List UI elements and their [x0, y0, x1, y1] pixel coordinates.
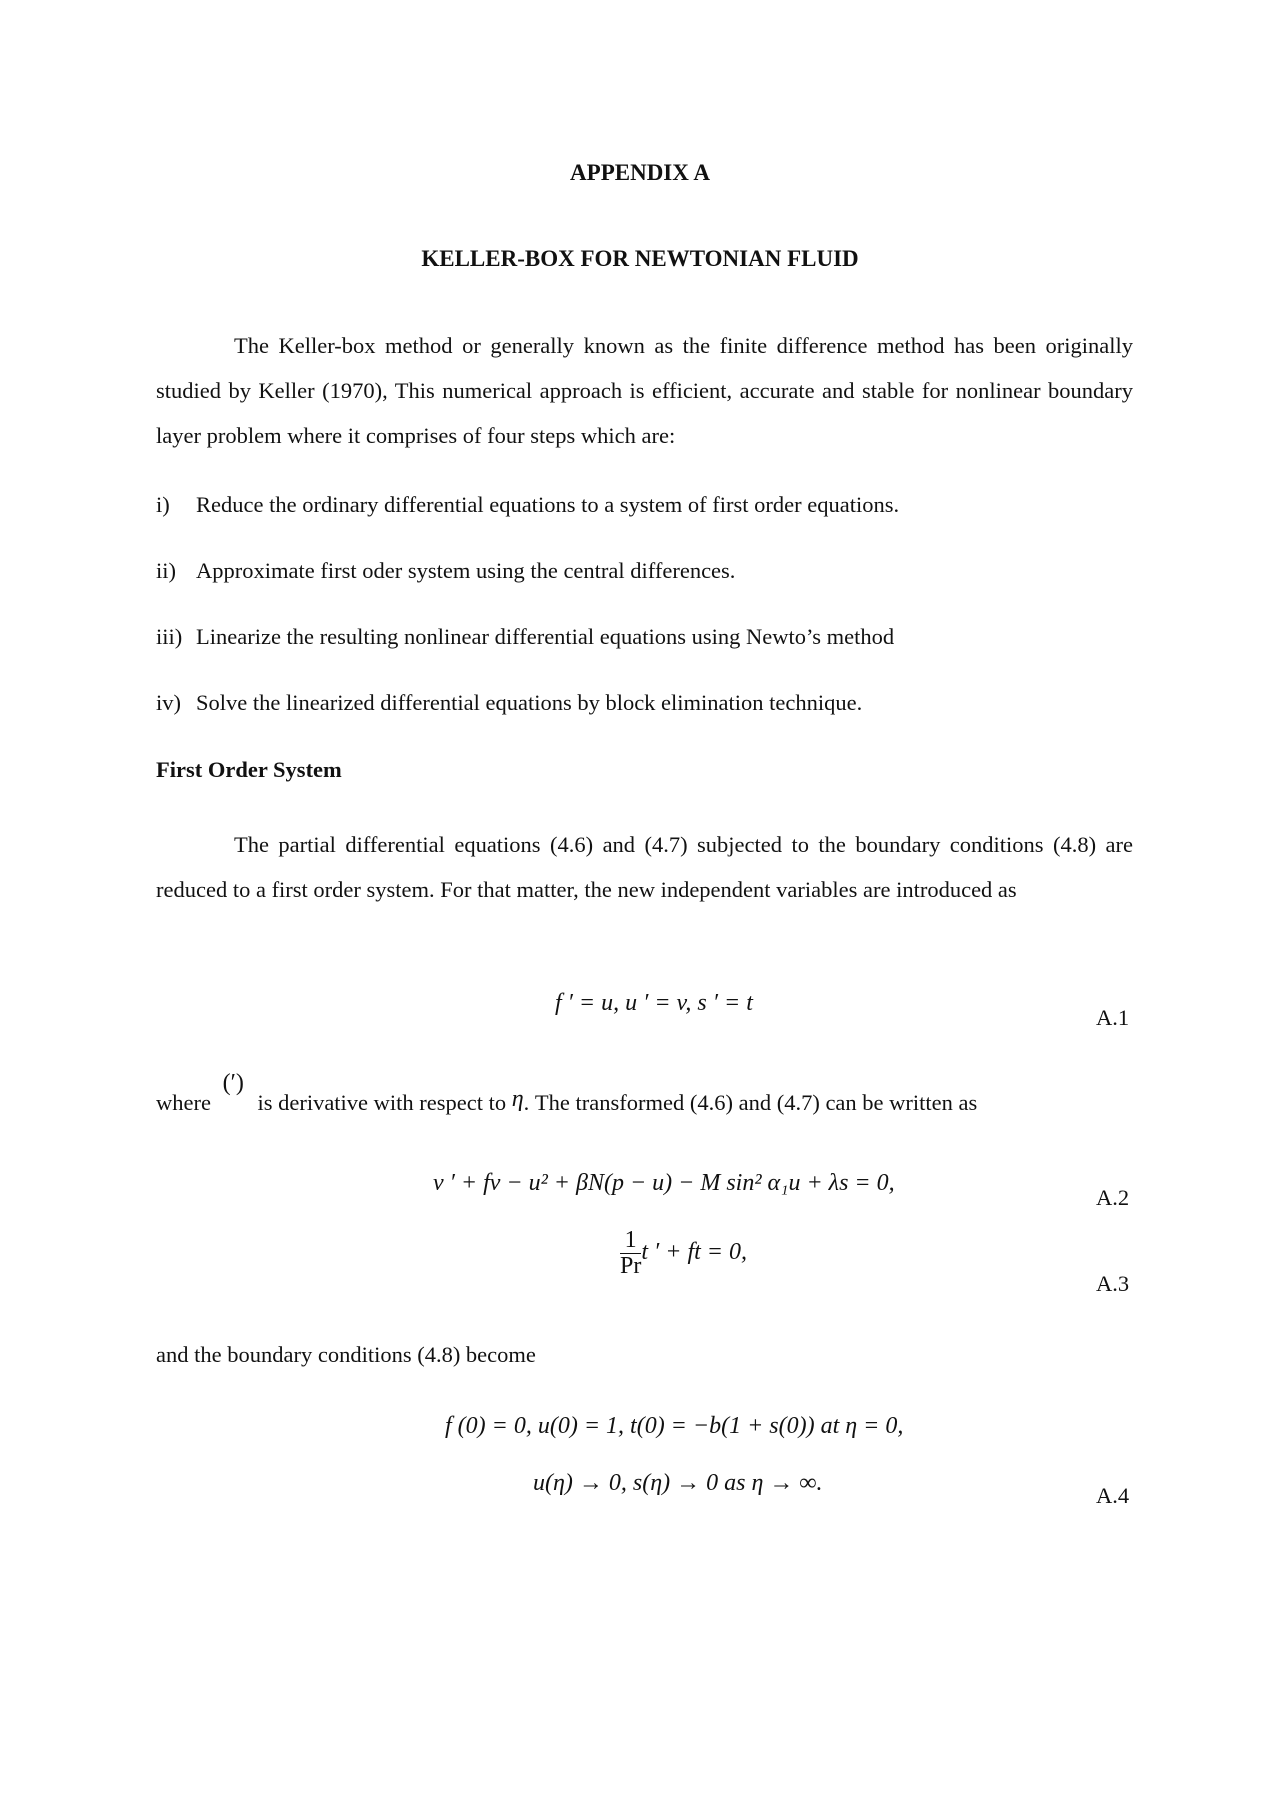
- equation-a4-line2: u(η) → 0, s(η) → 0 as η → ∞.: [533, 1470, 823, 1496]
- where-word: where: [156, 1090, 211, 1115]
- step-number: i): [156, 492, 170, 517]
- step-item: [156, 492, 899, 518]
- equation-label-a1: A.1: [1096, 1005, 1130, 1030]
- prime-symbol: (′): [222, 1070, 244, 1096]
- section-title: KELLER-BOX FOR NEWTONIAN FLUID: [421, 246, 859, 271]
- equation-a4-line1: f (0) = 0, u(0) = 1, t(0) = −b(1 + s(0)) at η = 0,: [445, 1413, 904, 1439]
- boundary-conditions-intro: and the boundary conditions (4.8) become: [156, 1342, 536, 1367]
- step-number: iv): [156, 690, 181, 715]
- step-text: Approximate first oder system using the central differences.: [196, 558, 736, 583]
- where-end: . The transformed (4.6) and (4.7) can be written as: [523, 1090, 978, 1115]
- step-text: Reduce the ordinary differential equations to a system of first order equations.: [196, 492, 900, 517]
- fraction-one-over-pr: [620, 1228, 641, 1279]
- system-paragraph-text: The partial differential equations (4.6) and (4.7) subjected to the boundary conditions (4.8) are reduced to a first order system. For that matter, the new independent variables are introduced as: [156, 832, 1133, 902]
- system-paragraph: [156, 822, 1133, 912]
- step-item: [156, 690, 862, 716]
- eta-symbol: η: [511, 1086, 524, 1112]
- fraction-denominator: Pr: [620, 1253, 642, 1279]
- equation-label-a4: A.4: [1096, 1483, 1130, 1508]
- equation-label-a3: A.3: [1096, 1271, 1130, 1296]
- equation-a3-rest: t ′ + ft = 0,: [641, 1239, 747, 1266]
- subheading-first-order-system: First Order System: [156, 757, 342, 782]
- step-text: Linearize the resulting nonlinear differential equations using Newto’s method: [196, 624, 895, 649]
- equation-a1: f ′ = u, u ′ = v, s ′ = t: [555, 990, 753, 1016]
- appendix-title: APPENDIX A: [570, 160, 710, 185]
- equation-a3: [620, 1228, 747, 1279]
- step-item: [156, 624, 894, 650]
- fraction-numerator: 1: [620, 1228, 641, 1254]
- intro-paragraph: [156, 323, 1133, 458]
- step-text: Solve the linearized differential equations by block elimination technique.: [196, 690, 863, 715]
- intro-paragraph-text: The Keller-box method or generally known as the finite difference method has been originally studied by Keller (1970), This numerical approach is efficient, accurate and stable for nonlinear boundary layer problem where it comprises of four steps which are:: [156, 333, 1133, 448]
- equation-label-a2: A.2: [1096, 1185, 1130, 1210]
- step-item: [156, 558, 735, 584]
- equation-a2: v ′ + fv − u² + βN(p − u) − M sin² α₁u + λs = 0,: [433, 1170, 895, 1196]
- step-number: iii): [156, 624, 183, 649]
- where-line: [156, 1070, 978, 1117]
- step-number: ii): [156, 558, 176, 583]
- where-middle: is derivative with respect to: [257, 1090, 507, 1115]
